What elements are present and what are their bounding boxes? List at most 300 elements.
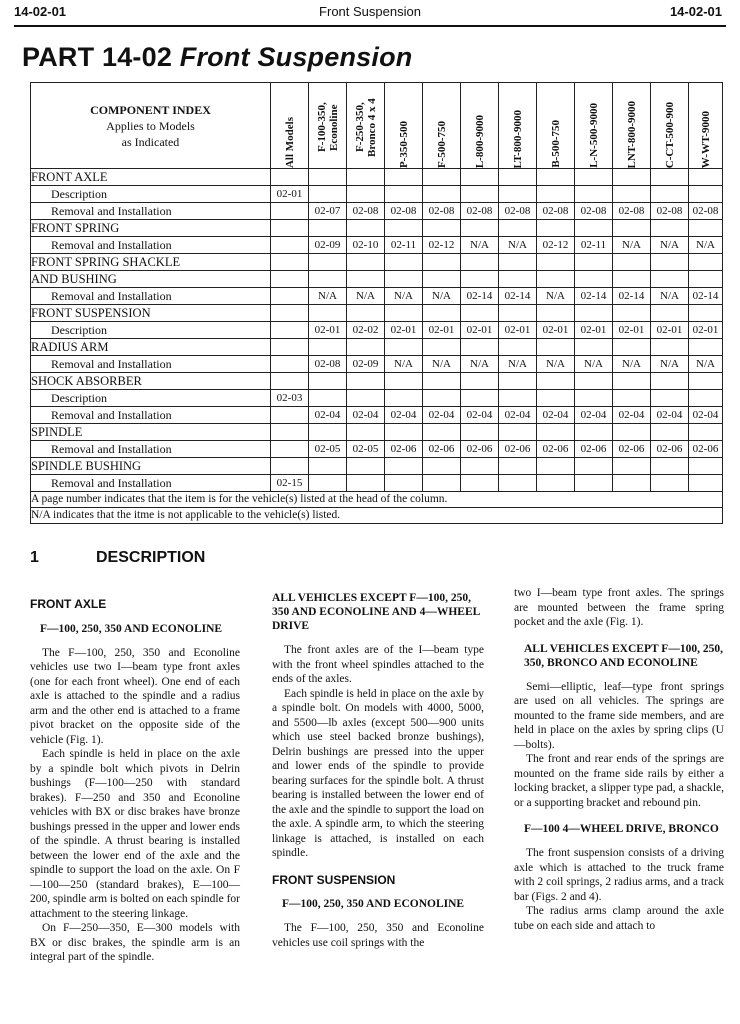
empty-cell — [309, 339, 347, 356]
page-ref-cell: 02-04 — [689, 407, 723, 424]
empty-cell — [689, 254, 723, 271]
empty-cell — [651, 254, 689, 271]
empty-cell — [347, 458, 385, 475]
empty-cell — [575, 220, 613, 237]
page-ref-cell — [271, 288, 309, 305]
empty-cell — [423, 271, 461, 288]
page-ref-cell: 02-14 — [613, 288, 651, 305]
empty-cell — [689, 424, 723, 441]
page-ref-cell: N/A — [613, 356, 651, 373]
page-ref-cell: 02-06 — [499, 441, 537, 458]
page-ref-cell — [651, 475, 689, 492]
page-ref-cell — [347, 390, 385, 407]
page-ref-cell: 02-11 — [385, 237, 423, 254]
empty-cell — [271, 424, 309, 441]
model-column-label: All Models — [283, 116, 296, 168]
empty-cell — [461, 373, 499, 390]
header-title: Front Suspension — [319, 4, 421, 19]
empty-cell — [461, 424, 499, 441]
procedure-name: Description — [31, 390, 271, 407]
empty-cell — [689, 458, 723, 475]
table-row — [31, 169, 723, 186]
model-column-label: L-800-9000 — [473, 114, 486, 168]
empty-cell — [309, 254, 347, 271]
model-column-header — [575, 83, 613, 169]
table-note: N/A indicates that the itme is not applicable to the vehicle(s) listed. — [31, 508, 723, 524]
empty-cell — [423, 339, 461, 356]
page-ref-cell: 02-01 — [309, 322, 347, 339]
model-column-label: W-WT-9000 — [699, 110, 712, 168]
page-ref-cell: 02-04 — [423, 407, 461, 424]
empty-cell — [385, 373, 423, 390]
empty-cell — [385, 169, 423, 186]
page-ref-cell: 02-06 — [689, 441, 723, 458]
empty-cell — [271, 254, 309, 271]
procedure-name: Removal and Installation — [31, 407, 271, 424]
empty-cell — [385, 424, 423, 441]
table-row — [31, 237, 723, 254]
page-ref-cell — [385, 186, 423, 203]
page-ref-cell — [651, 186, 689, 203]
empty-cell — [537, 169, 575, 186]
page-ref-cell: 02-06 — [385, 441, 423, 458]
index-heading-sub1: Applies to Models — [106, 118, 195, 133]
section-number: 1 — [30, 549, 39, 566]
page-ref-cell — [613, 475, 651, 492]
page-ref-cell — [575, 186, 613, 203]
component-index-heading — [31, 83, 271, 169]
model-column-label: P-350-500 — [397, 120, 410, 168]
empty-cell — [499, 271, 537, 288]
header-rule — [14, 25, 726, 27]
model-column-label: F-250-350, Bronco 4 x 4 — [353, 98, 378, 157]
empty-cell — [271, 220, 309, 237]
page-ref-cell — [385, 475, 423, 492]
model-column-header — [689, 83, 723, 169]
paragraph: Each spindle is held in place on the axle by a spindle bolt which pivots in Delrin bushings (F—100—250 with standard brakes). F—250 and 350 and Econoline vehicles with BX or disc brakes have bronze bushings pressed in the upper and lower ends of the spindle. A thrust bearing is installed between the lower end of the axle and the spindle to support the load on the axle. On F—100—250 (standard brakes), E—100—200, spindle arm is bolted on each spindle for attachment to the steering linkage. — [30, 748, 240, 920]
empty-cell — [689, 373, 723, 390]
page-ref-cell: 02-08 — [651, 203, 689, 220]
page-ref-cell: 02-08 — [613, 203, 651, 220]
page-ref-cell: 02-11 — [575, 237, 613, 254]
page-ref-cell: 02-14 — [499, 288, 537, 305]
empty-cell — [537, 458, 575, 475]
page-ref-cell: 02-06 — [575, 441, 613, 458]
component-name: FRONT SPRING — [31, 220, 271, 237]
table-row — [31, 322, 723, 339]
empty-cell — [575, 424, 613, 441]
empty-cell — [575, 339, 613, 356]
empty-cell — [499, 373, 537, 390]
page-ref-cell: N/A — [423, 288, 461, 305]
model-column-header — [461, 83, 499, 169]
empty-cell — [575, 271, 613, 288]
paragraph: The front suspension consists of a driving axle which is attached to the truck frame with 2 coil springs, 2 radius arms, and a track bar (Figs. 2 and 4). — [514, 847, 724, 903]
page-ref-cell: 02-06 — [537, 441, 575, 458]
empty-cell — [575, 458, 613, 475]
page-ref-cell: 02-08 — [309, 356, 347, 373]
page-ref-cell — [537, 390, 575, 407]
subsection-heading: FRONT AXLE — [30, 597, 107, 611]
empty-cell — [575, 373, 613, 390]
empty-cell — [651, 339, 689, 356]
page-ref-cell: 02-04 — [347, 407, 385, 424]
page-ref-cell: 02-09 — [347, 356, 385, 373]
page-ref-cell — [271, 203, 309, 220]
page-ref-cell: N/A — [385, 288, 423, 305]
empty-cell — [613, 373, 651, 390]
page-ref-cell — [423, 475, 461, 492]
page-ref-cell: 02-08 — [575, 203, 613, 220]
empty-cell — [689, 271, 723, 288]
page-ref-cell: 02-06 — [461, 441, 499, 458]
spacer — [272, 861, 484, 873]
procedure-name: Removal and Installation — [31, 441, 271, 458]
paragraph: On F—250—350, E—300 models with BX or disc brakes, the spindle arm is an integral part of the spindle. — [30, 922, 240, 963]
table-row — [31, 441, 723, 458]
model-column-label: LT-800-9000 — [511, 109, 524, 168]
table-note: A page number indicates that the item is for the vehicle(s) listed at the head of the column. — [31, 492, 723, 508]
procedure-name: Removal and Installation — [31, 356, 271, 373]
table-row — [31, 373, 723, 390]
empty-cell — [461, 458, 499, 475]
page-ref-cell — [689, 475, 723, 492]
empty-cell — [347, 339, 385, 356]
empty-cell — [423, 305, 461, 322]
page-ref-cell — [499, 475, 537, 492]
table-row — [31, 203, 723, 220]
spacer — [514, 810, 724, 822]
page-ref-cell — [537, 475, 575, 492]
model-column-label: B-500-750 — [549, 120, 562, 168]
empty-cell — [651, 424, 689, 441]
page-ref-cell: 02-05 — [347, 441, 385, 458]
procedure-name: Removal and Installation — [31, 203, 271, 220]
part-prefix: PART 14-02 — [22, 42, 180, 72]
empty-cell — [651, 305, 689, 322]
page-ref-cell: 02-14 — [461, 288, 499, 305]
empty-cell — [309, 458, 347, 475]
text-column-3 — [514, 586, 724, 933]
page-ref-cell: 02-04 — [537, 407, 575, 424]
model-column-header — [347, 83, 385, 169]
model-column-label: F-500-750 — [435, 120, 448, 168]
page-ref-cell — [347, 186, 385, 203]
page-ref-cell — [271, 441, 309, 458]
table-row — [31, 390, 723, 407]
empty-cell — [423, 254, 461, 271]
text-column-1 — [30, 597, 240, 965]
empty-cell — [385, 305, 423, 322]
page-ref-cell — [461, 475, 499, 492]
page-ref-cell: N/A — [613, 237, 651, 254]
page-ref-cell — [309, 475, 347, 492]
empty-cell — [271, 169, 309, 186]
section-title: DESCRIPTION — [96, 549, 206, 566]
model-column-label: L-N-500-9000 — [587, 103, 600, 168]
empty-cell — [613, 254, 651, 271]
page-ref-cell: 02-01 — [651, 322, 689, 339]
empty-cell — [271, 271, 309, 288]
page-ref-cell — [347, 475, 385, 492]
procedure-name: Description — [31, 322, 271, 339]
page-ref-cell: 02-08 — [689, 203, 723, 220]
page-ref-cell: 02-06 — [651, 441, 689, 458]
page-ref-cell — [575, 475, 613, 492]
model-column-header — [271, 83, 309, 169]
page-ref-cell: 02-04 — [499, 407, 537, 424]
empty-cell — [309, 373, 347, 390]
empty-cell — [689, 305, 723, 322]
page-ref-cell: 02-01 — [423, 322, 461, 339]
empty-cell — [613, 271, 651, 288]
model-column-header — [613, 83, 651, 169]
empty-cell — [271, 373, 309, 390]
table-row — [31, 271, 723, 288]
paragraph: The F—100, 250, 350 and Econoline vehicles use coil springs with the — [272, 922, 484, 949]
empty-cell — [423, 373, 461, 390]
running-header — [0, 4, 740, 24]
page-ref-cell: N/A — [385, 356, 423, 373]
page-ref-cell: 02-04 — [385, 407, 423, 424]
empty-cell — [347, 169, 385, 186]
page-ref-cell: N/A — [499, 237, 537, 254]
page-ref-cell: 02-01 — [575, 322, 613, 339]
empty-cell — [689, 220, 723, 237]
page-number-left: 14-02-01 — [14, 4, 67, 19]
empty-cell — [537, 254, 575, 271]
empty-cell — [461, 220, 499, 237]
text-column-2 — [272, 591, 484, 950]
page-ref-cell: 02-08 — [461, 203, 499, 220]
empty-cell — [309, 424, 347, 441]
table-row — [31, 186, 723, 203]
page-ref-cell — [385, 390, 423, 407]
page-ref-cell: 02-04 — [575, 407, 613, 424]
page-ref-cell: 02-08 — [423, 203, 461, 220]
page-ref-cell: 02-04 — [309, 407, 347, 424]
page-ref-cell: 02-10 — [347, 237, 385, 254]
index-heading-title: COMPONENT INDEX — [90, 102, 211, 117]
empty-cell — [461, 271, 499, 288]
empty-cell — [461, 254, 499, 271]
empty-cell — [651, 271, 689, 288]
empty-cell — [575, 305, 613, 322]
model-heading: ALL VEHICLES EXCEPT F—100, 250, 350 AND ECONOLINE AND 4—WHEEL DRIVE — [272, 592, 480, 632]
empty-cell — [385, 271, 423, 288]
paragraph: The radius arms clamp around the axle tube on each side and attach to — [514, 905, 724, 932]
page-ref-cell — [309, 390, 347, 407]
table-note-row — [31, 492, 723, 508]
part-name: Front Suspension — [179, 42, 413, 72]
empty-cell — [347, 220, 385, 237]
component-name: FRONT SUSPENSION — [31, 305, 271, 322]
empty-cell — [423, 220, 461, 237]
table-row — [31, 305, 723, 322]
page-ref-cell: N/A — [689, 237, 723, 254]
empty-cell — [385, 339, 423, 356]
paragraph: The front axles are of the I—beam type with the front wheel spindles attached to the ends of the axles. — [272, 644, 484, 685]
empty-cell — [385, 458, 423, 475]
empty-cell — [385, 254, 423, 271]
paragraph: Each spindle is held in place on the axle by a spindle bolt. On models with 4000, 5000, and 5500—lb axles (except 500—900 units which use steel backed bronze bushings), Delrin bushings are pressed into the upper and lower ends of the spindle to provide bearing surfaces for the spindle bolt. A thrust bearing is installed between the lower end of the axle and the spindle to support the load on the axle. A spindle arm, to which the steering linkage is attached, is installed on each spindle. — [272, 687, 484, 859]
page-ref-cell — [689, 186, 723, 203]
page-ref-cell: 02-08 — [537, 203, 575, 220]
empty-cell — [689, 169, 723, 186]
empty-cell — [613, 305, 651, 322]
empty-cell — [499, 254, 537, 271]
page-ref-cell: 02-04 — [461, 407, 499, 424]
page-ref-cell — [499, 186, 537, 203]
procedure-name: Description — [31, 186, 271, 203]
empty-cell — [537, 271, 575, 288]
empty-cell — [423, 458, 461, 475]
empty-cell — [537, 339, 575, 356]
component-name: FRONT SPRING SHACKLE — [31, 254, 271, 271]
model-heading: ALL VEHICLES EXCEPT F—100, 250, 350, BRONCO AND ECONOLINE — [524, 642, 723, 669]
page-ref-cell: N/A — [537, 288, 575, 305]
empty-cell — [651, 220, 689, 237]
table-row — [31, 458, 723, 475]
table-row — [31, 339, 723, 356]
empty-cell — [537, 305, 575, 322]
subsection-heading: FRONT SUSPENSION — [272, 872, 396, 887]
component-name: RADIUS ARM — [31, 339, 271, 356]
empty-cell — [499, 220, 537, 237]
empty-cell — [613, 339, 651, 356]
page-ref-cell: N/A — [423, 356, 461, 373]
model-column-header — [537, 83, 575, 169]
empty-cell — [689, 339, 723, 356]
table-row — [31, 288, 723, 305]
procedure-name: Removal and Installation — [31, 237, 271, 254]
paragraph: The front and rear ends of the springs are mounted on the frame side rails by either a locking bracket, a slipper type pad, a shackle, or a supporting bracket and rebound pin. — [514, 753, 724, 809]
empty-cell — [537, 373, 575, 390]
page-ref-cell — [461, 186, 499, 203]
page-number-right: 14-02-01 — [669, 4, 722, 19]
empty-cell — [499, 339, 537, 356]
model-heading: F—100, 250, 350 AND ECONOLINE — [40, 622, 223, 635]
page-ref-cell: N/A — [689, 356, 723, 373]
component-name: SPINDLE — [31, 424, 271, 441]
empty-cell — [613, 424, 651, 441]
table-row — [31, 407, 723, 424]
page-ref-cell — [423, 186, 461, 203]
component-name: SHOCK ABSORBER — [31, 373, 271, 390]
empty-cell — [309, 169, 347, 186]
page-ref-cell — [651, 390, 689, 407]
page-ref-cell — [271, 237, 309, 254]
model-heading: F—100 4—WHEEL DRIVE, BRONCO — [524, 823, 719, 835]
paragraph: Semi—elliptic, leaf—type front springs are used on all vehicles. The springs are mounted to the frame side members, and are held in place on the axles by spring clips (U—bolts). — [514, 680, 724, 751]
model-column-label: LNT-800-9000 — [625, 100, 638, 168]
page-ref-cell — [461, 390, 499, 407]
empty-cell — [347, 305, 385, 322]
page-ref-cell — [271, 407, 309, 424]
page-ref-cell: N/A — [651, 288, 689, 305]
page-ref-cell: 02-02 — [347, 322, 385, 339]
page-ref-cell: 02-08 — [347, 203, 385, 220]
page-ref-cell: 02-08 — [499, 203, 537, 220]
empty-cell — [499, 169, 537, 186]
page-ref-cell: 02-07 — [309, 203, 347, 220]
model-column-header — [499, 83, 537, 169]
empty-cell — [575, 254, 613, 271]
page-ref-cell: 02-01 — [271, 186, 309, 203]
table-row — [31, 254, 723, 271]
empty-cell — [651, 373, 689, 390]
page-ref-cell: N/A — [537, 356, 575, 373]
model-column-label: F-100-350, Econoline — [315, 102, 340, 153]
model-column-header — [423, 83, 461, 169]
part-title — [22, 42, 412, 73]
component-name: SPINDLE BUSHING — [31, 458, 271, 475]
page-ref-cell: N/A — [651, 356, 689, 373]
page-ref-cell: 02-04 — [613, 407, 651, 424]
page-ref-cell — [575, 390, 613, 407]
empty-cell — [499, 305, 537, 322]
empty-cell — [347, 424, 385, 441]
page-ref-cell — [309, 186, 347, 203]
empty-cell — [537, 220, 575, 237]
section-heading — [30, 549, 205, 567]
empty-cell — [613, 458, 651, 475]
page-ref-cell: 02-12 — [537, 237, 575, 254]
page-ref-cell: 02-14 — [689, 288, 723, 305]
empty-cell — [309, 305, 347, 322]
component-name: FRONT AXLE — [31, 169, 271, 186]
table-row — [31, 424, 723, 441]
page-ref-cell — [689, 390, 723, 407]
empty-cell — [347, 373, 385, 390]
procedure-name: Removal and Installation — [31, 475, 271, 492]
model-column-header — [309, 83, 347, 169]
empty-cell — [461, 305, 499, 322]
empty-cell — [271, 339, 309, 356]
empty-cell — [537, 424, 575, 441]
page-ref-cell: 02-01 — [613, 322, 651, 339]
page-ref-cell: 02-05 — [309, 441, 347, 458]
empty-cell — [461, 169, 499, 186]
empty-cell — [309, 271, 347, 288]
page-ref-cell: 02-15 — [271, 475, 309, 492]
empty-cell — [423, 424, 461, 441]
model-column-header — [385, 83, 423, 169]
spacer — [514, 630, 724, 642]
empty-cell — [613, 169, 651, 186]
page-ref-cell: 02-09 — [309, 237, 347, 254]
page-ref-cell — [499, 390, 537, 407]
model-column-label: C-CT-500-900 — [663, 101, 676, 168]
empty-cell — [651, 169, 689, 186]
page-ref-cell: N/A — [347, 288, 385, 305]
page-ref-cell: N/A — [461, 237, 499, 254]
procedure-name: Removal and Installation — [31, 288, 271, 305]
page-ref-cell: 02-08 — [385, 203, 423, 220]
page-ref-cell: 02-01 — [499, 322, 537, 339]
table-note-row — [31, 508, 723, 524]
page-ref-cell: N/A — [309, 288, 347, 305]
table-row — [31, 220, 723, 237]
page-ref-cell: 02-01 — [689, 322, 723, 339]
table-row — [31, 475, 723, 492]
page-ref-cell: 02-01 — [385, 322, 423, 339]
page-ref-cell: N/A — [499, 356, 537, 373]
empty-cell — [575, 169, 613, 186]
page-ref-cell: 02-04 — [651, 407, 689, 424]
component-index-table — [30, 82, 723, 524]
page-ref-cell: 02-01 — [537, 322, 575, 339]
